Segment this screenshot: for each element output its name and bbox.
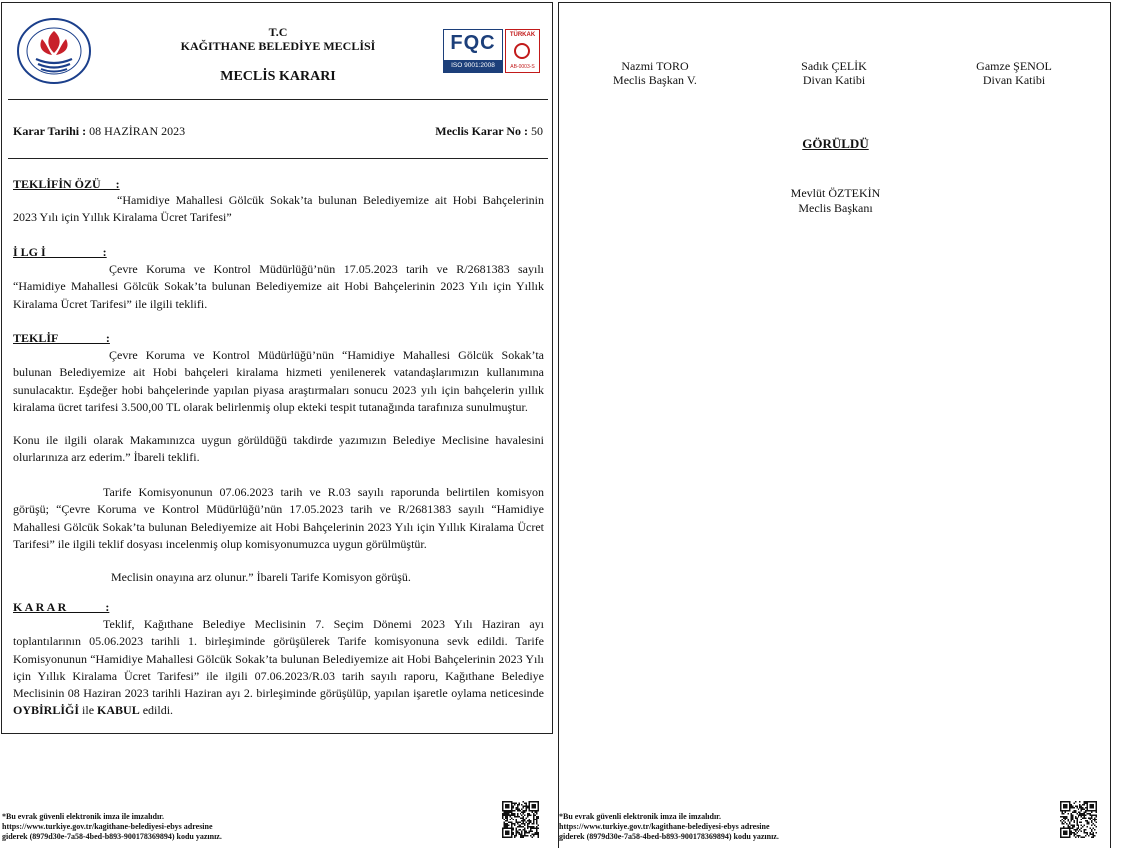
header-tc: T.C	[268, 25, 288, 39]
fqc-text: FQC	[450, 32, 496, 54]
header-divider	[8, 99, 548, 100]
qr-code-icon	[502, 801, 539, 838]
iso-text: ISO 9001:2008	[444, 60, 502, 72]
section-text-karar	[13, 616, 544, 720]
turkak-logo	[505, 29, 540, 73]
section-text-tarife: Tarife Komisyonunun 07.06.2023 tarih ve R.03 sayılı raporunda belirtilen komisyon görüşü; “Çevre Koruma ve Kontrol Müdürlüğü’nün 17.05.2023 tarih ve R/2681383 sayılı “Hamidiye Mahallesi Gölcük Sokak’ta bulunan Belediyemize ait Hobi Bahçelerinin 2023 Yılı için Yıllık Kiralama Ücret Tarifesi” ile ilgili teklif dosyası incelenmiş olup komisyonumuzca uygun görülmüştür.	[13, 485, 544, 551]
section-text-teklif-1: Çevre Koruma ve Kontrol Müdürlüğü’nün “Hamidiye Mahallesi Gölcük Sokak’ta bulunan Belediyemize ait Hobi bahçeleri kiralama hizmeti yenilenerek vatandaşlarımızın kullanımına sunulacaktır. Eşdeğer hobi bahçelerinde yapılan piyasa araştırmaları sonucu 2023 yılı için bahçelerin yıllık kiralama ücret tarifesi 3.500,00 TL olarak belirlenmiş olup ekteki tespit tutanağında tarafınıza sunulmuştur.	[13, 348, 544, 414]
decision-date	[13, 124, 185, 139]
signature-block-3	[944, 59, 1084, 87]
footer-line-1: *Bu evrak güvenli elektronik imza ile imzalıdır.	[2, 812, 164, 821]
signature-name: Sadık ÇELİK	[801, 59, 867, 73]
decision-number-value: 50	[528, 124, 543, 138]
karar-ile: ile	[79, 703, 98, 718]
section-text-teklif-2: Konu ile ilgili olarak Makamınızca uygun görüldüğü takdirde yazımızın Belediye Meclisine havalesini olurlarınıza arz ederim.” İbareli teklifi.	[13, 433, 544, 465]
document-page-1	[1, 2, 553, 734]
footer-line-3: giderek (8979d30e-7a58-4bed-b893-900178369894) kodu yazınız.	[2, 832, 222, 841]
turkak-label: TÜRKAK	[509, 32, 536, 38]
decision-date-label: Karar Tarihi :	[13, 124, 87, 138]
karar-end: edildi.	[139, 703, 174, 718]
signature-role: Divan Katibi	[802, 73, 866, 87]
karar-oybirligi: OYBİRLİĞİ	[13, 703, 80, 718]
decision-number-label: Meclis Karar No :	[435, 124, 528, 138]
signature-block-1	[585, 59, 725, 87]
esignature-footer-2	[559, 812, 779, 842]
check-mark-icon	[514, 43, 530, 59]
section-heading-karar: K A R A R :	[13, 600, 110, 614]
footer-line-1: *Bu evrak güvenli elektronik imza ile imzalıdır.	[559, 812, 721, 821]
section-text-ozu: “Hamidiye Mahallesi Gölcük Sokak’ta bulunan Belediyemize ait Hobi Bahçelerinin 2023 Yılı için Yıllık Kiralama Ücret Tarifesi”	[13, 193, 544, 225]
meta-divider	[8, 158, 548, 159]
turkak-code: AB-0003-S	[510, 64, 535, 70]
signature-role: Meclis Başkan V.	[613, 73, 697, 87]
footer-line-2: https://www.turkiye.gov.tr/kagithane-belediyesi-ebys adresine	[2, 822, 213, 831]
header-organization: KAĞITHANE BELEDİYE MECLİSİ	[180, 39, 376, 53]
approval-name: Mevlüt ÖZTEKİN	[790, 186, 881, 200]
section-heading-teklif: TEKLİF :	[13, 331, 110, 345]
section-heading-ozu: TEKLİFİN ÖZÜ :	[13, 177, 120, 191]
fqc-certification-logo	[443, 29, 503, 73]
approval-block	[559, 186, 1112, 216]
document-page-2	[558, 2, 1111, 848]
document-title: MECLİS KARARI	[220, 69, 336, 84]
signature-role: Divan Katibi	[982, 73, 1046, 87]
esignature-footer-1	[2, 812, 222, 842]
decision-number	[435, 124, 543, 139]
signature-block-2	[764, 59, 904, 87]
section-text-tarife-2: Meclisin onayına arz olunur.” İbareli Tarife Komisyon görüşü.	[111, 570, 411, 584]
footer-line-3: giderek (8979d30e-7a58-4bed-b893-900178369894) kodu yazınız.	[559, 832, 779, 841]
qr-code-icon	[1060, 801, 1097, 838]
approval-role: Meclis Başkanı	[798, 201, 873, 215]
decision-date-value: 08 HAZİRAN 2023	[86, 124, 186, 138]
signature-name: Gamze ŞENOL	[976, 59, 1052, 73]
signature-name: Nazmi TORO	[621, 59, 689, 73]
section-heading-ilgi: İ LG İ :	[13, 245, 107, 259]
approval-heading: GÖRÜLDÜ	[802, 136, 869, 151]
footer-line-2: https://www.turkiye.gov.tr/kagithane-belediyesi-ebys adresine	[559, 822, 770, 831]
karar-text: Teklif, Kağıthane Belediye Meclisinin 7. Seçim Dönemi 2023 Yılı Haziran ayı toplantılarının 05.06.2023 tarihli 1. birleşiminde görüşülerek Tarife komisyonuna sevk edildi. Tarife Komisyonunun “Hamidiye Mahallesi Gölcük Sokak’ta bulunan Belediyemize ait Hobi Bahçelerinin 2023 Yılı için Yıllık Kiralama Ücret Tarifesi” ile ilgili 07.06.2023/R.03 tarih sayılı raporu, Kağıthane Belediye Meclisinin 08 Haziran 2023 tarihli Haziran ayı 2. birleşiminde görüşülüp, yapılan işaretle oylama neticesinde	[13, 617, 544, 701]
karar-kabul: KABUL	[97, 703, 140, 718]
section-text-ilgi: Çevre Koruma ve Kontrol Müdürlüğü’nün 17.05.2023 tarih ve R/2681383 sayılı “Hamidiye Mahallesi Gölcük Sokak’ta bulunan Belediyemize ait Hobi Bahçelerinin 2023 Yılı için Yıllık Kiralama Ücret Tarifesi” ile ilgili teklifi.	[13, 262, 544, 311]
